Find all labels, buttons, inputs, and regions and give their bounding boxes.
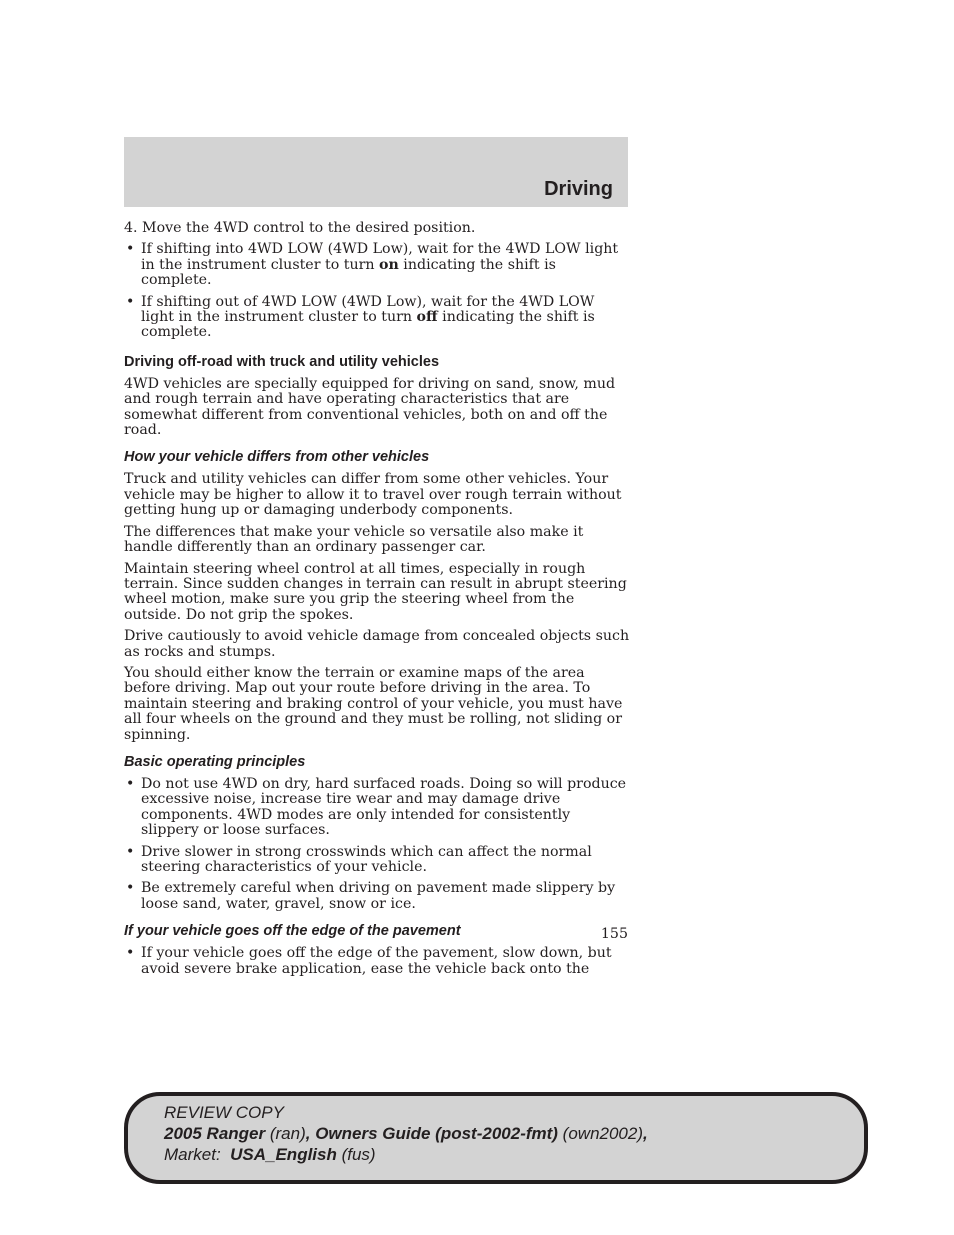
list-item: • Be extremely careful when driving on pavement made slippery by loose sand, water, gravel, snow or ice. [126, 880, 616, 912]
basics-heading: Basic operating principles [124, 753, 306, 770]
intro-bullet-list [124, 242, 630, 340]
review-copy-label: REVIEW COPY [164, 1103, 284, 1122]
offedge-heading: If your vehicle goes off the edge of the pavement [124, 923, 461, 940]
bullet-icon: • [126, 945, 135, 962]
review-market-line: Market: USA_English (fus) [164, 1145, 376, 1164]
page-number: 155 [600, 926, 628, 942]
differs-paragraph: Truck and utility vehicles can differ from some other vehicles. Your vehicle may be higher to allow it to travel over rough terrain without getting hung up or damaging underbody components. [124, 471, 622, 519]
list-item: • Do not use 4WD on dry, hard surfaced roads. Doing so will produce excessive noise, increase tire wear and may damage drive components. 4WD modes are only intended for consistently slippery or loose surfaces. [126, 775, 627, 839]
bullet-icon: • [126, 843, 135, 860]
list-item: • Drive slower in strong crosswinds which can affect the normal steering characteristics of your vehicle. [126, 843, 592, 875]
differs-paragraph: The differences that make your vehicle so versatile also make it handle differently than an ordinary passenger car. [124, 523, 584, 556]
bullet-icon: • [126, 293, 135, 310]
offroad-heading: Driving off-road with truck and utility vehicles [124, 353, 440, 370]
step-4: 4. Move the 4WD control to the desired position. [124, 220, 476, 236]
differs-heading: How your vehicle differs from other vehicles [124, 449, 430, 466]
review-model-line: 2005 Ranger (ran), Owners Guide (post-2002-fmt) (own2002), [164, 1124, 648, 1143]
differs-paragraph: Drive cautiously to avoid vehicle damage from concealed objects such as rocks and stumps. [124, 628, 630, 660]
differs-paragraph: You should either know the terrain or examine maps of the area before driving. Map out your route before driving in the area. To maintain steering and braking control of your vehicle, you must have all four wheels on the ground and they must be rolling, not sliding or spinning. [124, 664, 623, 743]
list-item: • If shifting out of 4WD LOW (4WD Low), wait for the 4WD LOW light in the instrument cluster to turn off indicating the shift is complete. [126, 293, 595, 341]
differs-paragraph: Maintain steering wheel control at all times, especially in rough terrain. Since sudden changes in terrain can result in abrupt steering wheel motion, make sure you grip the steering wheel from the outside. Do not grip the spokes. [124, 560, 627, 623]
bullet-icon: • [126, 241, 135, 258]
bullet-icon: • [126, 880, 135, 897]
review-copy-text [164, 1102, 648, 1165]
offedge-bullet-list [124, 946, 630, 977]
section-title: Driving [544, 178, 613, 200]
page-content [124, 221, 630, 983]
list-item: • If shifting into 4WD LOW (4WD Low), wait for the 4WD LOW light in the instrument cluster to turn on indicating the shift is complete. [126, 241, 619, 289]
basics-bullet-list [124, 777, 630, 912]
section-header-band [124, 137, 628, 207]
bullet-icon: • [126, 775, 135, 792]
offroad-paragraph: 4WD vehicles are specially equipped for driving on sand, snow, mud and rough terrain and have operating characteristics that are somewhat different from conventional vehicles, both on and off the road. [124, 375, 616, 439]
review-copy-box [124, 1092, 868, 1184]
list-item: • If your vehicle goes off the edge of the pavement, slow down, but avoid severe brake application, ease the vehicle back onto the [126, 945, 612, 977]
